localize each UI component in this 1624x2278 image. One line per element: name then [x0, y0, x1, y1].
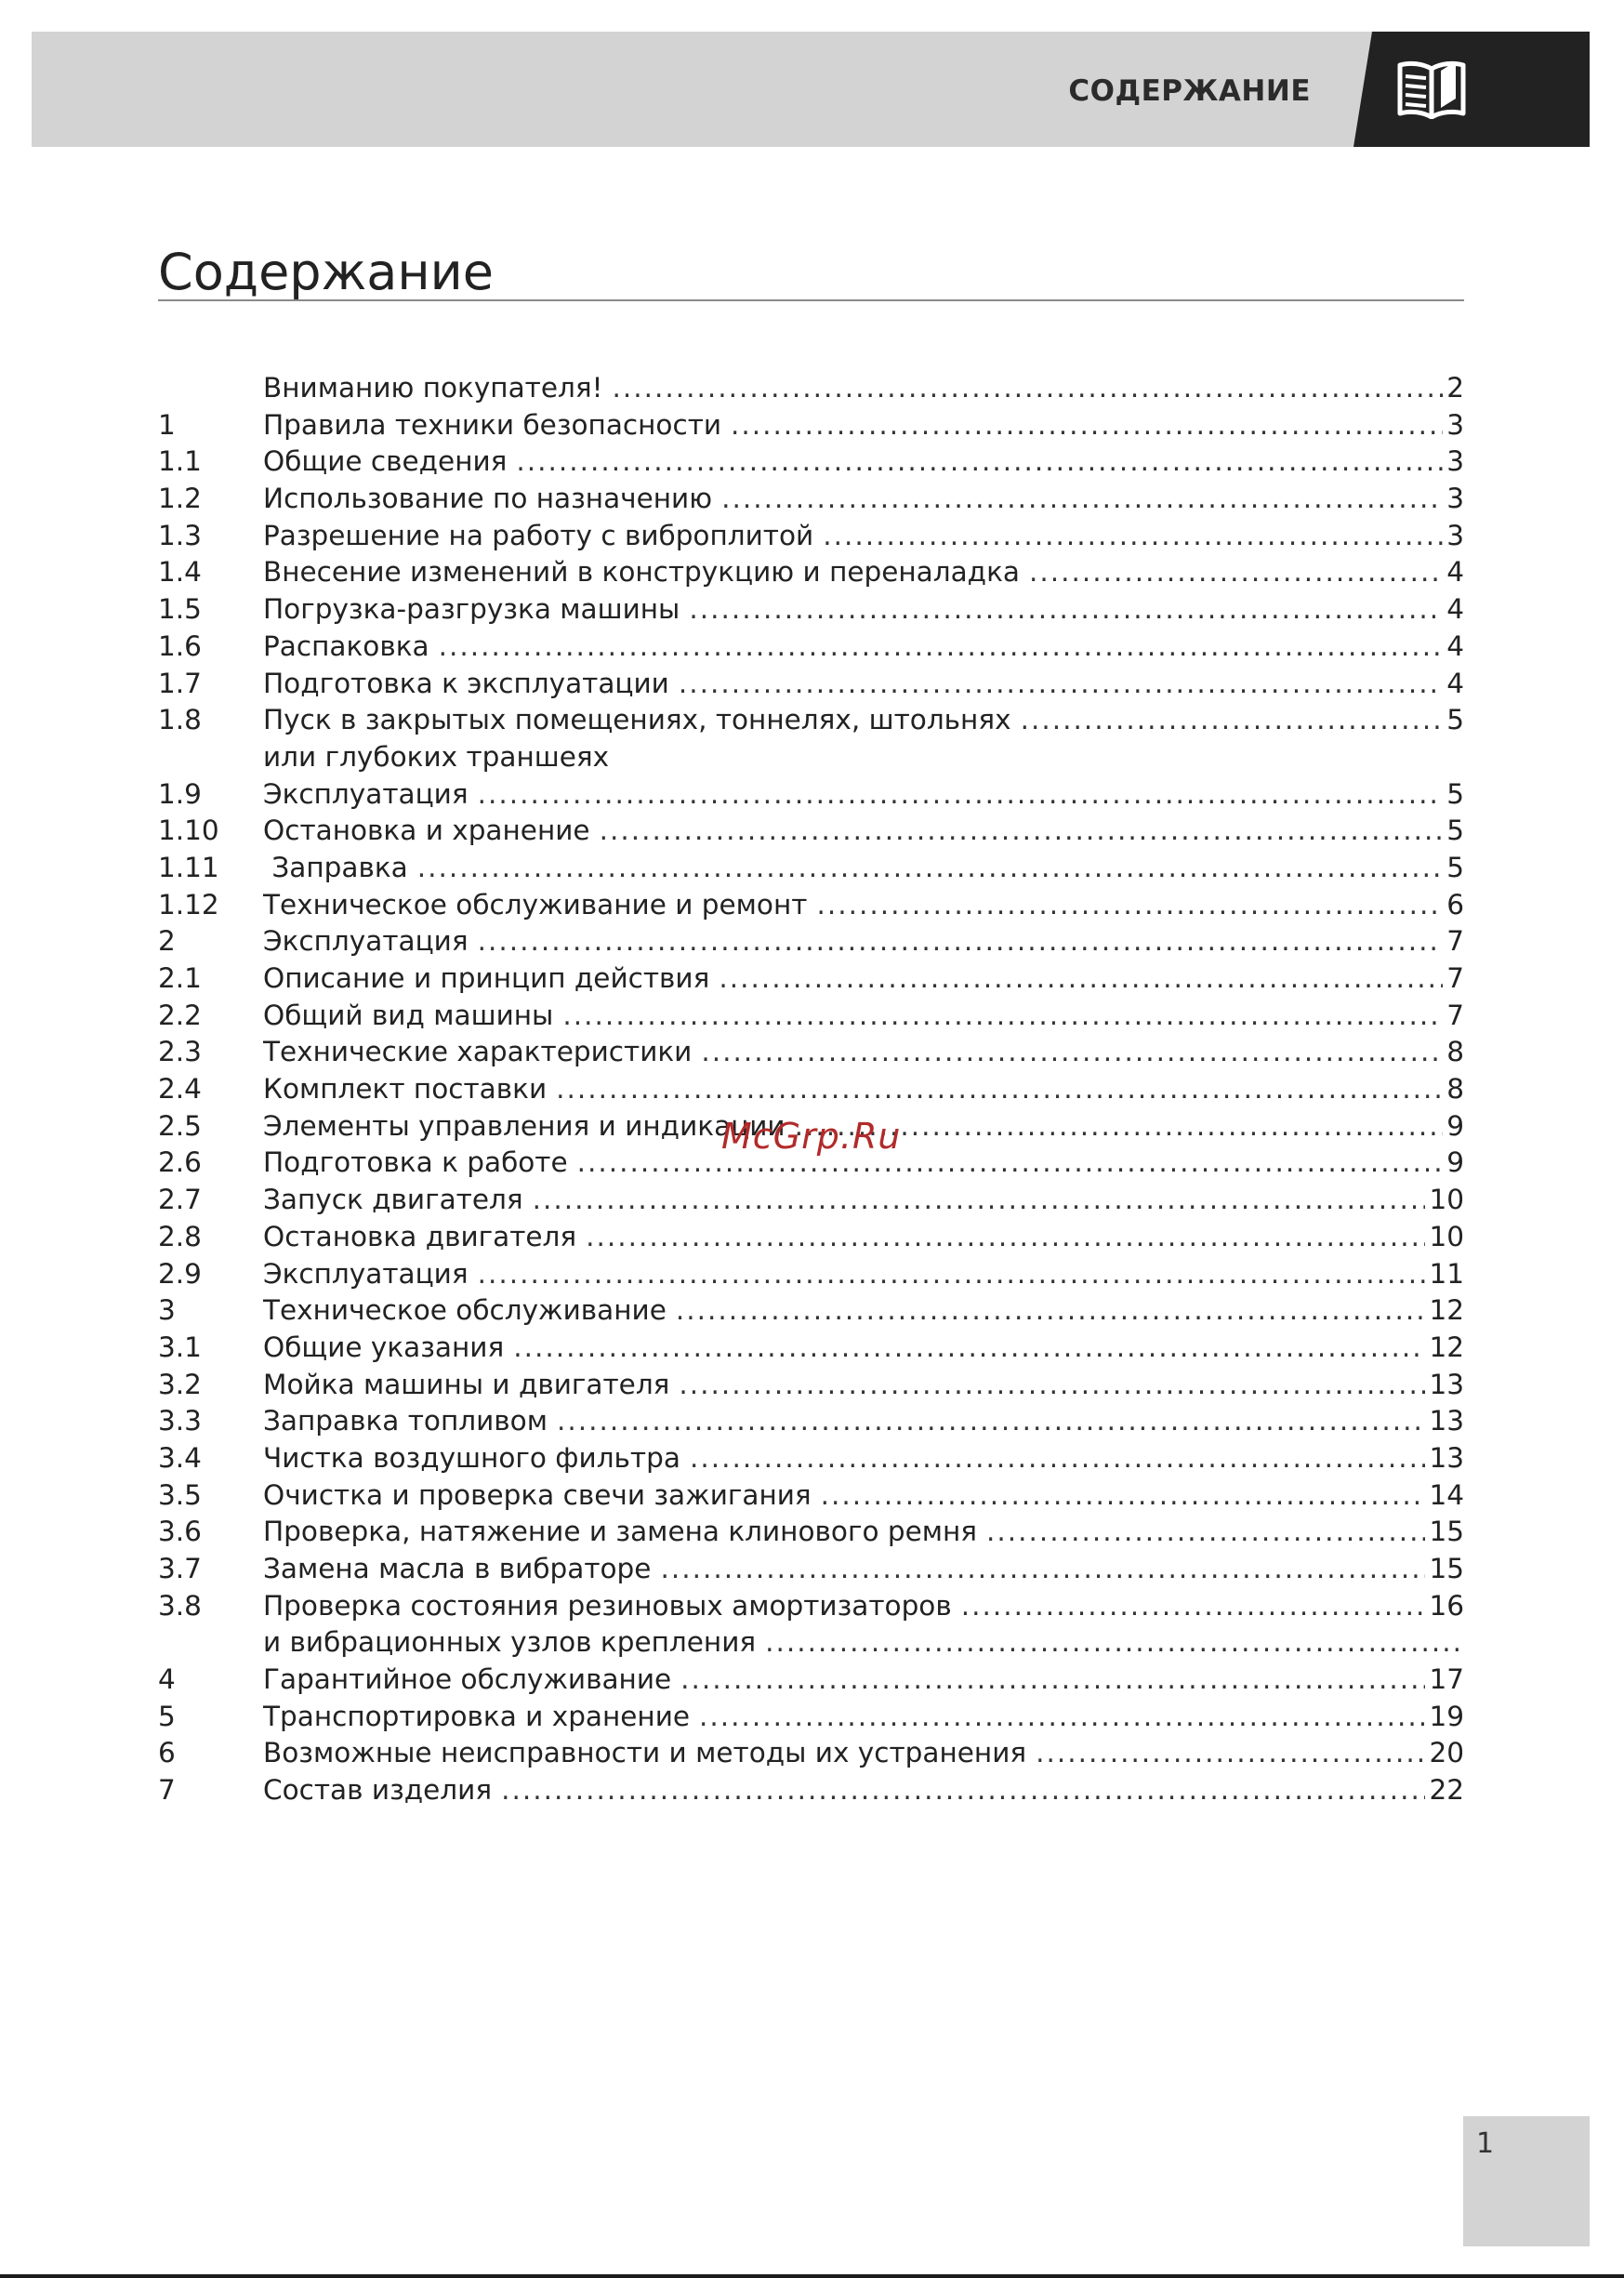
toc-section-number: 3.4	[158, 1441, 202, 1474]
toc-section-number: 2	[158, 925, 176, 958]
toc-dot-leader	[821, 1477, 1426, 1515]
toc-section-number: 2.7	[158, 1184, 202, 1216]
toc-page-number: 12	[1429, 1294, 1464, 1327]
toc-page-number: 10	[1429, 1184, 1464, 1216]
toc-section-number: 2.5	[158, 1109, 202, 1142]
toc-entry	[158, 1071, 1464, 1108]
toc-dot-leader	[680, 1662, 1425, 1699]
toc-section-number: 1.8	[158, 704, 202, 736]
toc-section-number: 3.3	[158, 1405, 202, 1437]
toc-page-number: 3	[1446, 408, 1464, 441]
header-icon-block	[1353, 32, 1590, 147]
toc-entry-body	[263, 518, 1464, 555]
toc-entry	[158, 1551, 1464, 1588]
toc-entry-body	[263, 1034, 1464, 1071]
table-of-contents	[158, 370, 1464, 1809]
toc-entry	[158, 370, 1464, 407]
toc-page-number: 5	[1446, 777, 1464, 810]
toc-entry-body	[263, 1477, 1464, 1515]
toc-section-number: 3.1	[158, 1331, 202, 1363]
toc-dot-leader	[679, 666, 1443, 703]
toc-page-number: 19	[1429, 1700, 1464, 1732]
toc-dot-leader	[417, 850, 1443, 887]
toc-entry-body	[263, 1330, 1464, 1367]
toc-entry	[158, 739, 1464, 776]
toc-entry	[158, 666, 1464, 703]
toc-dot-leader	[721, 481, 1443, 518]
toc-page-number: 15	[1429, 1553, 1464, 1584]
toc-section-title: Общие сведения	[263, 444, 516, 481]
toc-entry-body	[263, 629, 1464, 666]
toc-section-number: 1.12	[158, 888, 219, 920]
toc-section-title: Вниманию покупателя!	[263, 370, 612, 407]
toc-entry-body	[263, 370, 1464, 407]
toc-dot-leader	[816, 887, 1443, 924]
header-band	[32, 32, 1590, 147]
toc-entry	[158, 702, 1464, 739]
toc-entry	[158, 1292, 1464, 1330]
toc-dot-leader	[986, 1514, 1425, 1551]
toc-section-title: Распаковка	[263, 629, 439, 666]
toc-entry-body	[263, 998, 1464, 1035]
toc-entry	[158, 998, 1464, 1035]
toc-section-number: 2.3	[158, 1036, 202, 1068]
toc-page-number: 9	[1446, 1146, 1464, 1179]
toc-entry	[158, 1735, 1464, 1772]
toc-entry-body	[263, 887, 1464, 924]
toc-entry	[158, 1219, 1464, 1256]
toc-section-number: 1.10	[158, 815, 219, 847]
toc-page-number: 9	[1446, 1109, 1464, 1142]
toc-dot-leader	[719, 960, 1443, 998]
toc-section-number: 1.2	[158, 483, 202, 515]
toc-entry	[158, 1624, 1464, 1662]
toc-entry-body	[263, 960, 1464, 998]
toc-section-title: Элементы управления и индикации	[263, 1108, 795, 1146]
toc-section-number: 1.5	[158, 593, 202, 626]
toc-page-number: 15	[1429, 1516, 1464, 1548]
toc-dot-leader	[516, 444, 1443, 481]
toc-entry-body	[263, 591, 1464, 629]
toc-page-number: 3	[1446, 519, 1464, 551]
toc-section-number: 1.3	[158, 519, 202, 551]
toc-page-number: 8	[1446, 1036, 1464, 1068]
toc-section-title: Общие указания	[263, 1330, 513, 1367]
page-number: 1	[1476, 2127, 1495, 2160]
toc-entry	[158, 1588, 1464, 1625]
toc-entry-body	[263, 554, 1464, 591]
toc-entry-body	[263, 1588, 1464, 1625]
toc-dot-leader	[556, 1071, 1443, 1108]
toc-entry-body	[263, 481, 1464, 518]
toc-dot-leader	[600, 813, 1444, 850]
toc-page-number: 11	[1429, 1257, 1464, 1290]
toc-entry	[158, 554, 1464, 591]
toc-section-title: Общий вид машины	[263, 998, 562, 1035]
toc-section-title: Подготовка к эксплуатации	[263, 666, 679, 703]
toc-dot-leader	[478, 776, 1444, 814]
toc-dot-leader	[439, 629, 1444, 666]
toc-entry-body	[263, 1219, 1464, 1256]
toc-entry-body	[263, 407, 1464, 444]
toc-page-number: 13	[1429, 1368, 1464, 1400]
toc-entry-body	[263, 850, 1464, 887]
toc-entry-body	[263, 776, 1464, 814]
toc-page-number: 17	[1429, 1663, 1464, 1696]
toc-entry-body	[263, 1551, 1464, 1588]
toc-entry	[158, 1256, 1464, 1293]
toc-dot-leader	[478, 1256, 1426, 1293]
toc-dot-leader	[1036, 1735, 1425, 1772]
toc-section-number: 2.2	[158, 999, 202, 1031]
toc-dot-leader	[562, 998, 1443, 1035]
toc-section-number: 5	[158, 1700, 176, 1732]
toc-section-title: Заправка	[263, 850, 417, 887]
toc-page-number: 12	[1429, 1331, 1464, 1363]
toc-entry-body	[263, 1440, 1464, 1477]
toc-entry-body	[263, 1071, 1464, 1108]
toc-page-number: 13	[1429, 1441, 1464, 1474]
toc-section-number: 3.7	[158, 1553, 202, 1584]
toc-section-number: 1.7	[158, 667, 202, 699]
toc-entry	[158, 1403, 1464, 1440]
toc-entry	[158, 960, 1464, 998]
toc-entry-body	[263, 702, 1464, 739]
toc-entry	[158, 518, 1464, 555]
toc-dot-leader	[701, 1034, 1443, 1071]
toc-entry	[158, 1440, 1464, 1477]
toc-page-number: 16	[1429, 1589, 1464, 1622]
toc-section-number: 3	[158, 1294, 176, 1327]
toc-dot-leader	[731, 407, 1443, 444]
toc-entry-body	[263, 739, 1464, 776]
toc-section-title: Техническое обслуживание	[263, 1292, 676, 1330]
toc-entry	[158, 1662, 1464, 1699]
toc-dot-leader	[557, 1403, 1425, 1440]
toc-section-number: 1.9	[158, 777, 202, 810]
toc-dot-leader	[961, 1588, 1426, 1625]
page-number-box	[1463, 2116, 1590, 2246]
toc-dot-leader	[765, 1624, 1460, 1662]
toc-page-number: 5	[1446, 704, 1464, 736]
toc-entry	[158, 813, 1464, 850]
toc-page-number: 3	[1446, 445, 1464, 478]
toc-section-title: Проверка, натяжение и замена клинового ремня	[263, 1514, 986, 1551]
toc-section-title: Остановка и хранение	[263, 813, 600, 850]
toc-page-number: 20	[1429, 1737, 1464, 1769]
toc-entry	[158, 887, 1464, 924]
toc-dot-leader	[1029, 554, 1443, 591]
toc-page-number: 13	[1429, 1405, 1464, 1437]
toc-section-number: 3.2	[158, 1368, 202, 1400]
toc-section-title: Погрузка-разгрузка машины	[263, 591, 689, 629]
toc-entry-body	[263, 813, 1464, 850]
toc-entry-body	[263, 666, 1464, 703]
toc-section-number: 7	[158, 1774, 176, 1807]
toc-section-title: или глубоких траншеях	[263, 739, 618, 776]
toc-dot-leader	[676, 1292, 1426, 1330]
toc-page-number: 4	[1446, 667, 1464, 699]
toc-entry-body	[263, 1624, 1464, 1662]
toc-section-title: Эксплуатация	[263, 776, 478, 814]
toc-section-title: Разрешение на работу с виброплитой	[263, 518, 823, 555]
toc-section-title: Состав изделия	[263, 1772, 501, 1809]
toc-section-title: Эксплуатация	[263, 923, 478, 960]
watermark: McGrp.Ru	[721, 1116, 902, 1157]
toc-entry	[158, 1182, 1464, 1219]
toc-entry-body	[263, 1772, 1464, 1809]
toc-section-title: Техническое обслуживание и ремонт	[263, 887, 816, 924]
toc-dot-leader	[660, 1551, 1425, 1588]
toc-section-number: 2.8	[158, 1220, 202, 1252]
toc-entry	[158, 591, 1464, 629]
toc-page-number: 4	[1446, 593, 1464, 626]
toc-section-title: Подготовка к работе	[263, 1145, 577, 1182]
toc-section-title: Правила техники безопасности	[263, 407, 731, 444]
toc-dot-leader	[478, 923, 1444, 960]
toc-page-number: 22	[1429, 1774, 1464, 1807]
toc-entry-body	[263, 1182, 1464, 1219]
toc-section-title: Заправка топливом	[263, 1403, 557, 1440]
toc-page-number: 6	[1446, 888, 1464, 920]
toc-page-number: 2	[1446, 372, 1464, 404]
open-book-icon	[1394, 58, 1469, 119]
toc-section-number: 2.1	[158, 962, 202, 994]
toc-dot-leader	[513, 1330, 1425, 1367]
toc-entry-body	[263, 444, 1464, 481]
title-divider	[158, 299, 1464, 301]
toc-entry	[158, 1772, 1464, 1809]
toc-dot-leader	[586, 1219, 1425, 1256]
toc-entry-body	[263, 1403, 1464, 1440]
toc-section-number: 6	[158, 1737, 176, 1769]
toc-entry	[158, 481, 1464, 518]
toc-section-title: Эксплуатация	[263, 1256, 478, 1293]
toc-section-title: Транспортировка и хранение	[263, 1699, 699, 1736]
toc-section-title: Комплект поставки	[263, 1071, 556, 1108]
toc-entry-body	[263, 1292, 1464, 1330]
bottom-border	[0, 2274, 1624, 2278]
toc-section-title: Очистка и проверка свечи зажигания	[263, 1477, 821, 1515]
toc-section-title: и вибрационных узлов крепления	[263, 1624, 765, 1662]
toc-entry-body	[263, 1699, 1464, 1736]
toc-page-number: 14	[1429, 1478, 1464, 1511]
toc-section-number: 4	[158, 1663, 176, 1696]
toc-section-number: 1.6	[158, 629, 202, 662]
toc-page-number: 5	[1446, 851, 1464, 883]
toc-page-number: 5	[1446, 815, 1464, 847]
toc-page-number: 7	[1446, 999, 1464, 1031]
toc-section-number: 1.1	[158, 445, 202, 478]
toc-entry-body	[263, 923, 1464, 960]
toc-entry	[158, 923, 1464, 960]
toc-section-number: 3.5	[158, 1478, 202, 1511]
toc-section-number: 1.4	[158, 556, 202, 589]
toc-entry	[158, 629, 1464, 666]
toc-section-title: Мойка машины и двигателя	[263, 1367, 679, 1404]
toc-section-number: 3.6	[158, 1516, 202, 1548]
toc-entry	[158, 444, 1464, 481]
toc-entry	[158, 850, 1464, 887]
toc-dot-leader	[679, 1367, 1425, 1404]
toc-page-number: 8	[1446, 1073, 1464, 1106]
toc-entry	[158, 1330, 1464, 1367]
toc-entry	[158, 1477, 1464, 1515]
section-label: СОДЕРЖАНИЕ	[1068, 74, 1311, 108]
toc-entry	[158, 407, 1464, 444]
toc-entry	[158, 776, 1464, 814]
toc-section-title: Гарантийное обслуживание	[263, 1662, 680, 1699]
toc-section-title: Использование по назначению	[263, 481, 721, 518]
toc-section-title: Запуск двигателя	[263, 1182, 533, 1219]
toc-dot-leader	[689, 591, 1443, 629]
toc-section-title: Остановка двигателя	[263, 1219, 586, 1256]
toc-entry-body	[263, 1256, 1464, 1293]
toc-entry-body	[263, 1367, 1464, 1404]
toc-dot-leader	[690, 1440, 1426, 1477]
toc-entry-body	[263, 1662, 1464, 1699]
toc-entry	[158, 1034, 1464, 1071]
toc-dot-leader	[823, 518, 1443, 555]
toc-page-number: 3	[1446, 483, 1464, 515]
toc-section-number: 2.6	[158, 1146, 202, 1179]
toc-section-title: Проверка состояния резиновых амортизаторов	[263, 1588, 961, 1625]
toc-page-number: 7	[1446, 962, 1464, 994]
toc-dot-leader	[533, 1182, 1426, 1219]
toc-section-title: Замена масла в вибраторе	[263, 1551, 660, 1588]
toc-dot-leader	[577, 1145, 1444, 1182]
toc-entry-body	[263, 1514, 1464, 1551]
toc-dot-leader	[612, 370, 1443, 407]
toc-page-number: 4	[1446, 556, 1464, 589]
toc-entry	[158, 1367, 1464, 1404]
toc-section-number: 2.9	[158, 1257, 202, 1290]
toc-section-title: Чистка воздушного фильтра	[263, 1440, 690, 1477]
toc-section-number: 2.4	[158, 1073, 202, 1106]
toc-section-number: 1.11	[158, 851, 219, 883]
toc-dot-leader	[1021, 702, 1444, 739]
toc-dot-leader	[501, 1772, 1425, 1809]
toc-section-title: Технические характеристики	[263, 1034, 701, 1071]
toc-entry-body	[263, 1735, 1464, 1772]
toc-section-number: 1	[158, 408, 176, 441]
toc-entry	[158, 1699, 1464, 1736]
toc-page-number: 10	[1429, 1220, 1464, 1252]
toc-dot-leader	[699, 1699, 1425, 1736]
toc-section-title: Пуск в закрытых помещениях, тоннелях, штольнях	[263, 702, 1021, 739]
toc-entry	[158, 1514, 1464, 1551]
page-title: Содержание	[158, 243, 494, 301]
toc-section-title: Возможные неисправности и методы их устранения	[263, 1735, 1036, 1772]
toc-section-title: Описание и принцип действия	[263, 960, 719, 998]
toc-section-number: 3.8	[158, 1589, 202, 1622]
toc-page-number: 7	[1446, 925, 1464, 958]
toc-section-title: Внесение изменений в конструкцию и переналадка	[263, 554, 1029, 591]
toc-page-number: 4	[1446, 629, 1464, 662]
